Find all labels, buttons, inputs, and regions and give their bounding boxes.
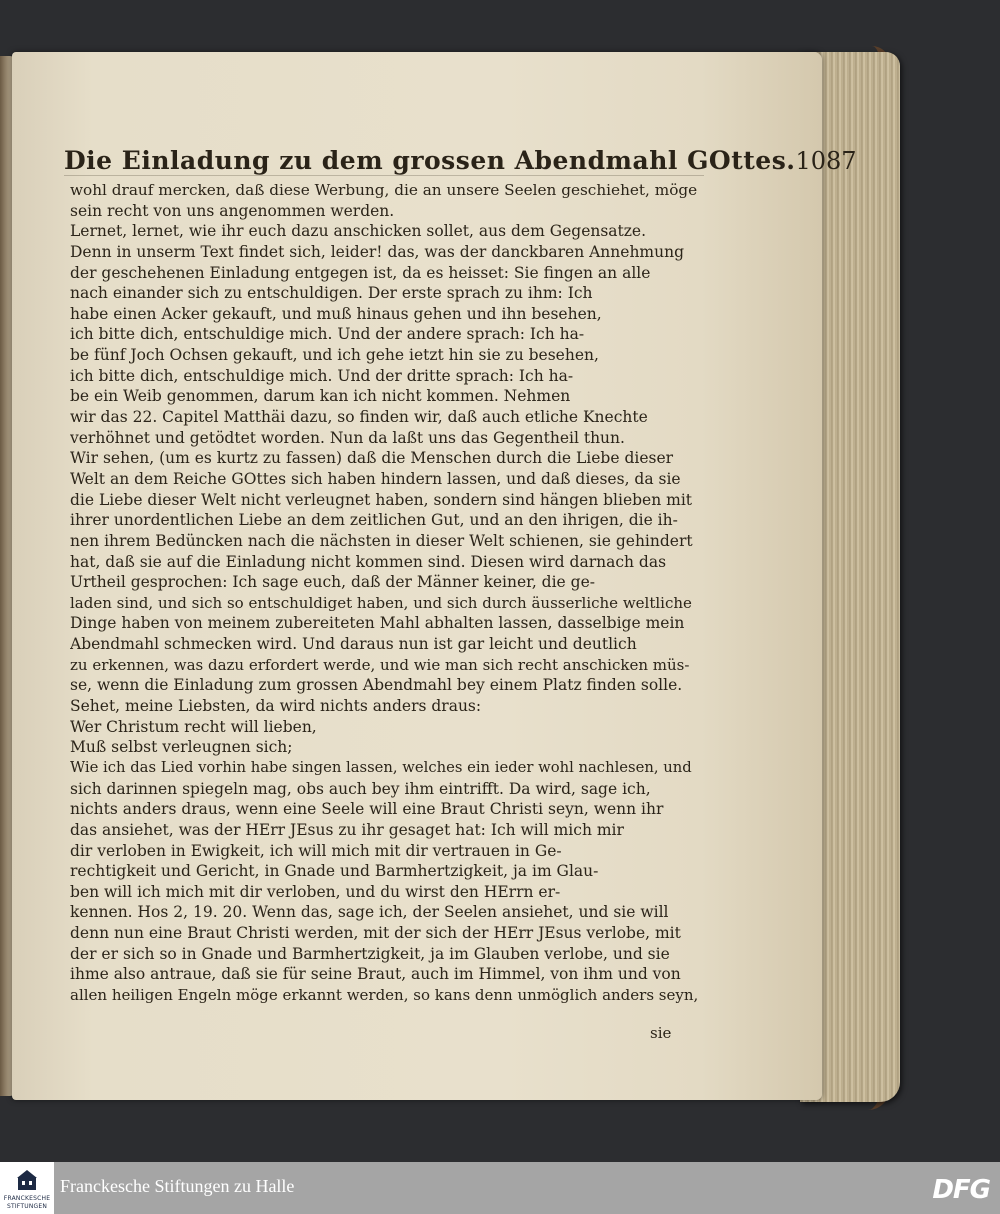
text-line: dir verloben in Ewigkeit, ich will mich mit dir vertrauen in Ge- bbox=[70, 841, 562, 860]
logo-text-line-1: FRANCKESCHE bbox=[3, 1195, 51, 1202]
text-line: Wie ich das Lied vorhin habe singen lassen, welches ein ieder wohl nachlesen, und bbox=[70, 758, 692, 776]
text-line: habe einen Acker gekauft, und muß hinaus gehen und ihn besehen, bbox=[70, 304, 602, 323]
text-line: sein recht von uns angenommen werden. bbox=[70, 201, 395, 220]
running-title: Die Einladung zu dem grossen Abendmahl GOttes. bbox=[64, 146, 796, 175]
text-line: Wir sehen, (um es kurtz zu fassen) daß die Menschen durch die Liebe dieser bbox=[70, 449, 674, 468]
text-line: der geschehenen Einladung entgegen ist, da es heisset: Sie fingen an alle bbox=[70, 263, 651, 282]
text-line: nen ihrem Bedüncken nach die nächsten in dieser Welt schienen, sie gehindert bbox=[70, 531, 693, 550]
text-line: se, wenn die Einladung zum grossen Abendmahl bey einem Platz finden solle. bbox=[70, 676, 683, 695]
dfg-logo[interactable]: DFG bbox=[932, 1175, 990, 1205]
text-line: wohl drauf mercken, daß diese Werbung, die an unsere Seelen geschiehet, möge bbox=[70, 181, 698, 199]
text-line: wir das 22. Capitel Matthäi dazu, so finden wir, daß auch etliche Knechte bbox=[70, 408, 648, 427]
text-line: laden sind, und sich so entschuldiget haben, und sich durch äusserliche weltliche bbox=[70, 593, 692, 612]
body-text bbox=[70, 180, 698, 1006]
catchword: sie bbox=[650, 1024, 672, 1042]
running-head bbox=[64, 127, 857, 176]
text-line: Dinge haben von meinem zubereiteten Mahl abhalten lassen, dasselbige mein bbox=[70, 614, 685, 633]
text-line: Welt an dem Reiche GOttes sich haben hindern lassen, und daß dieses, da sie bbox=[70, 469, 681, 488]
text-line: ihme also antraue, daß sie für seine Braut, auch im Himmel, von ihm und von bbox=[70, 965, 681, 984]
text-line: Lernet, lernet, wie ihr euch dazu anschicken sollet, aus dem Gegensatze. bbox=[70, 222, 647, 241]
text-line: zu erkennen, was dazu erfordert werde, und wie man sich recht anschicken müs- bbox=[70, 655, 690, 674]
text-line: ich bitte dich, entschuldige mich. Und der dritte sprach: Ich ha- bbox=[70, 366, 574, 385]
text-line: Denn in unserm Text findet sich, leider! das, was der danckbaren Annehmung bbox=[70, 242, 685, 261]
text-line: das ansiehet, was der HErr JEsus zu ihr gesaget hat: Ich will mich mir bbox=[70, 820, 624, 839]
text-line: rechtigkeit und Gericht, in Gnade und Barmhertzigkeit, ja im Glau- bbox=[70, 862, 599, 881]
text-line: verhöhnet und getödtet worden. Nun da laßt uns das Gegentheil thun. bbox=[70, 428, 625, 447]
institution-logo[interactable] bbox=[0, 1162, 54, 1214]
text-line: Wer Christum recht will lieben, bbox=[70, 717, 317, 736]
text-line: die Liebe dieser Welt nicht verleugnet haben, sondern sind hängen blieben mit bbox=[70, 490, 693, 509]
viewer-footer bbox=[0, 1162, 1000, 1214]
text-line: Urtheil gesprochen: Ich sage euch, daß der Männer keiner, die ge- bbox=[70, 573, 595, 592]
logo-text-line-2: STIFTUNGEN bbox=[6, 1203, 48, 1210]
text-line: Muß selbst verleugnen sich; bbox=[70, 738, 293, 757]
text-line: nichts anders draus, wenn eine Seele will eine Braut Christi seyn, wenn ihr bbox=[70, 800, 664, 819]
text-line: hat, daß sie auf die Einladung nicht kommen sind. Diesen wird darnach das bbox=[70, 552, 667, 571]
text-line: be fünf Joch Ochsen gekauft, und ich gehe ietzt hin sie zu besehen, bbox=[70, 346, 599, 365]
text-line: kennen. Hos 2, 19. 20. Wenn das, sage ich, der Seelen ansiehet, und sie will bbox=[70, 903, 669, 922]
text-line: sich darinnen spiegeln mag, obs auch bey ihm eintrifft. Da wird, sage ich, bbox=[70, 779, 651, 798]
text-line: allen heiligen Engeln möge erkannt werden, so kans denn unmöglich anders seyn, bbox=[70, 985, 698, 1004]
text-line: denn nun eine Braut Christi werden, mit der sich der HErr JEsus verlobe, mit bbox=[70, 924, 681, 943]
page-number: 1087 bbox=[795, 147, 857, 175]
text-line: Sehet, meine Liebsten, da wird nichts anders draus: bbox=[70, 697, 482, 716]
text-line: Abendmahl schmecken wird. Und daraus nun ist gar leicht und deutlich bbox=[70, 635, 637, 654]
text-line: ihrer unordentlichen Liebe an dem zeitlichen Gut, und an den ihrigen, die ih- bbox=[70, 511, 678, 530]
text-line: ich bitte dich, entschuldige mich. Und der andere sprach: Ich ha- bbox=[70, 325, 585, 344]
text-line: nach einander sich zu entschuldigen. Der erste sprach zu ihm: Ich bbox=[70, 284, 593, 303]
building-icon bbox=[15, 1168, 39, 1192]
institution-name[interactable]: Franckesche Stiftungen zu Halle bbox=[60, 1176, 295, 1196]
text-line: be ein Weib genommen, darum kan ich nicht kommen. Nehmen bbox=[70, 387, 571, 406]
text-line: der er sich so in Gnade und Barmhertzigkeit, ja im Glauben verlobe, und sie bbox=[70, 944, 670, 963]
text-line: ben will ich mich mit dir verloben, und du wirst den HErrn er- bbox=[70, 882, 561, 901]
